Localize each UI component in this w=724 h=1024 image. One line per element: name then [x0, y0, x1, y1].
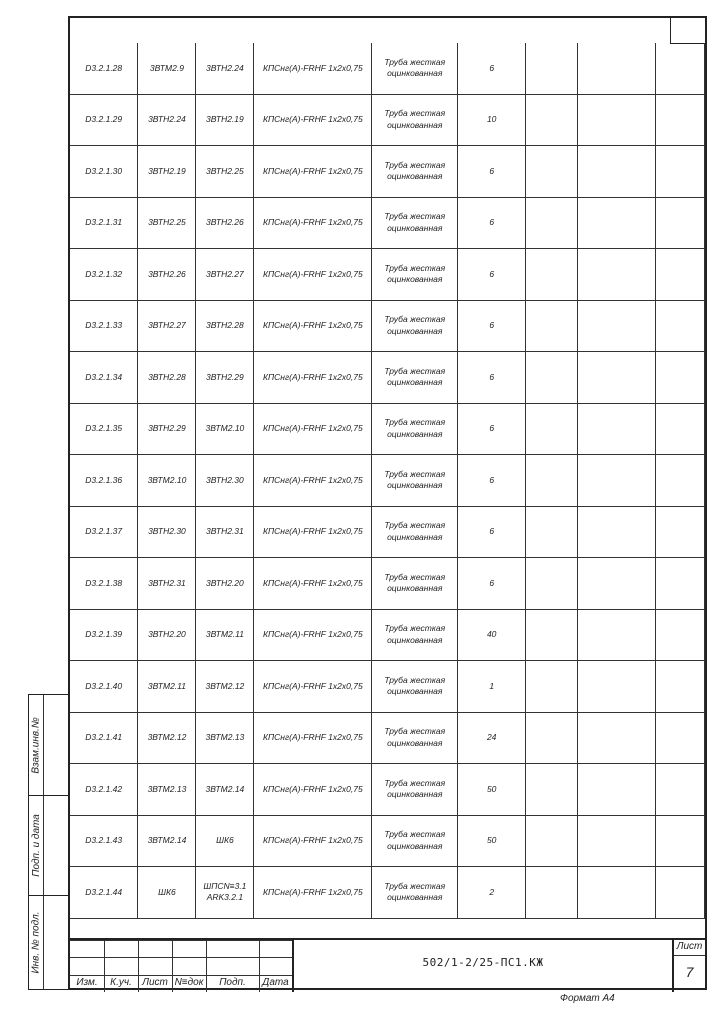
cell-cable: КПСнг(А)-FRHF 1х2х0,75: [254, 352, 372, 404]
cell-from: 3ВТМ2.12: [138, 712, 196, 764]
cell-to: 3ВТМ2.11: [196, 609, 254, 661]
cell-empty: [526, 712, 578, 764]
table-row: [70, 403, 705, 455]
cell-empty: [526, 764, 578, 816]
stamp-label-replace-inv: Взам.инв.№: [30, 716, 42, 774]
cell-cable: КПСнг(А)-FRHF 1х2х0,75: [254, 558, 372, 610]
table-row: [70, 94, 705, 146]
cell-cable: КПСнг(А)-FRHF 1х2х0,75: [254, 506, 372, 558]
cell-empty: [655, 815, 704, 867]
cell-empty: [655, 300, 704, 352]
cell-empty: [578, 403, 656, 455]
stamp-label-sign-date: Подп. и дата: [30, 813, 42, 877]
cell-empty: [526, 43, 578, 94]
cell-from: 3ВТН2.29: [138, 403, 196, 455]
cell-from: 3ВТМ2.9: [138, 43, 196, 94]
cell-from: ШК6: [138, 867, 196, 919]
cell-empty: [578, 867, 656, 919]
cell-position: D3.2.1.37: [70, 506, 138, 558]
cell-empty: [578, 352, 656, 404]
cell-conduit: Труба жесткая оцинкованная: [372, 815, 458, 867]
cell-empty: [655, 764, 704, 816]
cell-cable: КПСнг(А)-FRHF 1х2х0,75: [254, 712, 372, 764]
cell-conduit: Труба жесткая оцинкованная: [372, 506, 458, 558]
cell-length: 6: [458, 403, 526, 455]
cell-cable: КПСнг(А)-FRHF 1х2х0,75: [254, 815, 372, 867]
cell-from: 3ВТН2.27: [138, 300, 196, 352]
cell-empty: [526, 197, 578, 249]
cell-to: ШПСN≡3.1 ARK3.2.1: [196, 867, 254, 919]
cell-position: D3.2.1.32: [70, 249, 138, 301]
cell-length: 10: [458, 94, 526, 146]
cell-empty: [526, 661, 578, 713]
revision-grid: [70, 940, 292, 992]
cell-empty: [578, 249, 656, 301]
cell-empty: [526, 506, 578, 558]
corner-box: [670, 18, 705, 44]
cell-position: D3.2.1.43: [70, 815, 138, 867]
cell-empty: [655, 661, 704, 713]
cell-from: 3ВТН2.25: [138, 197, 196, 249]
cell-length: 6: [458, 249, 526, 301]
cell-position: D3.2.1.31: [70, 197, 138, 249]
cell-from: 3ВТН2.26: [138, 249, 196, 301]
cable-spec-table: [70, 43, 705, 919]
cell-empty: [578, 712, 656, 764]
cell-position: D3.2.1.38: [70, 558, 138, 610]
cell-cable: КПСнг(А)-FRHF 1х2х0,75: [254, 661, 372, 713]
cell-position: D3.2.1.41: [70, 712, 138, 764]
table-row: [70, 764, 705, 816]
sheet-divider: [674, 955, 705, 956]
label-signature: Подп.: [219, 977, 246, 988]
cell-to: 3ВТН2.25: [196, 146, 254, 198]
stamp-cell-sign-date: [29, 795, 43, 895]
cell-to: ШК6: [196, 815, 254, 867]
cell-from: 3ВТМ2.10: [138, 455, 196, 507]
cell-to: 3ВТН2.27: [196, 249, 254, 301]
cell-empty: [526, 867, 578, 919]
table-row: [70, 455, 705, 507]
cell-conduit: Труба жесткая оцинкованная: [372, 94, 458, 146]
cell-from: 3ВТН2.19: [138, 146, 196, 198]
cell-position: D3.2.1.35: [70, 403, 138, 455]
cell-from: 3ВТН2.20: [138, 609, 196, 661]
cell-empty: [655, 403, 704, 455]
cell-empty: [578, 506, 656, 558]
cell-length: 6: [458, 300, 526, 352]
cell-from: 3ВТМ2.11: [138, 661, 196, 713]
sheet-label: Лист: [676, 941, 703, 952]
cell-empty: [655, 94, 704, 146]
cell-empty: [578, 94, 656, 146]
cell-position: D3.2.1.40: [70, 661, 138, 713]
cell-empty: [655, 506, 704, 558]
cell-empty: [655, 558, 704, 610]
cell-length: 1: [458, 661, 526, 713]
cell-cable: КПСнг(А)-FRHF 1х2х0,75: [254, 249, 372, 301]
cell-empty: [578, 300, 656, 352]
cell-cable: КПСнг(А)-FRHF 1х2х0,75: [254, 300, 372, 352]
title-block: [70, 938, 705, 992]
cell-from: 3ВТН2.31: [138, 558, 196, 610]
cell-length: 6: [458, 197, 526, 249]
table-row: [70, 43, 705, 94]
cell-conduit: Труба жесткая оцинкованная: [372, 558, 458, 610]
table-row: [70, 249, 705, 301]
cell-empty: [526, 455, 578, 507]
cell-position: D3.2.1.28: [70, 43, 138, 94]
cell-length: 6: [458, 43, 526, 94]
label-change: Изм.: [76, 977, 98, 988]
cell-empty: [655, 609, 704, 661]
cell-empty: [526, 352, 578, 404]
cell-from: 3ВТМ2.13: [138, 764, 196, 816]
cell-empty: [655, 712, 704, 764]
cell-length: 50: [458, 815, 526, 867]
document-code: 502/1-2/25-ПС1.КЖ: [422, 956, 544, 969]
format-label: Формат А4: [560, 993, 615, 1004]
cell-conduit: Труба жесткая оцинкованная: [372, 43, 458, 94]
cell-to: 3ВТМ2.10: [196, 403, 254, 455]
label-count: К.уч.: [110, 977, 132, 988]
cell-to: 3ВТН2.30: [196, 455, 254, 507]
cell-conduit: Труба жесткая оцинкованная: [372, 249, 458, 301]
cell-empty: [655, 455, 704, 507]
cell-empty: [578, 197, 656, 249]
cell-empty: [526, 300, 578, 352]
cell-cable: КПСнг(А)-FRHF 1х2х0,75: [254, 94, 372, 146]
cell-empty: [655, 867, 704, 919]
cell-empty: [526, 558, 578, 610]
cell-to: 3ВТН2.24: [196, 43, 254, 94]
table-row: [70, 661, 705, 713]
cell-empty: [526, 609, 578, 661]
cell-position: D3.2.1.44: [70, 867, 138, 919]
cell-position: D3.2.1.39: [70, 609, 138, 661]
cell-cable: КПСнг(А)-FRHF 1х2х0,75: [254, 403, 372, 455]
cell-empty: [655, 197, 704, 249]
cell-conduit: Труба жесткая оцинкованная: [372, 661, 458, 713]
cell-to: 3ВТН2.28: [196, 300, 254, 352]
cell-position: D3.2.1.34: [70, 352, 138, 404]
table-body: [70, 43, 705, 918]
cell-empty: [578, 455, 656, 507]
cell-cable: КПСнг(А)-FRHF 1х2х0,75: [254, 867, 372, 919]
cell-empty: [655, 146, 704, 198]
cell-conduit: Труба жесткая оцинкованная: [372, 712, 458, 764]
cell-empty: [526, 146, 578, 198]
cell-position: D3.2.1.36: [70, 455, 138, 507]
cell-empty: [526, 249, 578, 301]
cell-to: 3ВТН2.19: [196, 94, 254, 146]
cell-empty: [655, 43, 704, 94]
cell-conduit: Труба жесткая оцинкованная: [372, 352, 458, 404]
cell-empty: [578, 43, 656, 94]
cell-conduit: Труба жесткая оцинкованная: [372, 146, 458, 198]
label-sheet: Лист: [142, 977, 168, 988]
cell-position: D3.2.1.30: [70, 146, 138, 198]
sheet-number: 7: [685, 964, 694, 980]
cell-to: 3ВТМ2.12: [196, 661, 254, 713]
cell-cable: КПСнг(А)-FRHF 1х2х0,75: [254, 197, 372, 249]
cell-cable: КПСнг(А)-FRHF 1х2х0,75: [254, 146, 372, 198]
cell-empty: [578, 558, 656, 610]
cell-empty: [655, 249, 704, 301]
table-row: [70, 712, 705, 764]
cell-conduit: Труба жесткая оцинкованная: [372, 300, 458, 352]
cell-conduit: Труба жесткая оцинкованная: [372, 455, 458, 507]
cell-length: 50: [458, 764, 526, 816]
cell-cable: КПСнг(А)-FRHF 1х2х0,75: [254, 609, 372, 661]
cell-empty: [578, 146, 656, 198]
table-row: [70, 506, 705, 558]
cell-empty: [526, 815, 578, 867]
cell-from: 3ВТМ2.14: [138, 815, 196, 867]
drawing-sheet: [68, 16, 707, 990]
cell-empty: [578, 815, 656, 867]
table-row: [70, 197, 705, 249]
table-row: [70, 609, 705, 661]
cell-from: 3ВТН2.24: [138, 94, 196, 146]
table-row: [70, 558, 705, 610]
stamp-label-orig-inv: Инв. № подл.: [30, 910, 42, 974]
cell-to: 3ВТМ2.14: [196, 764, 254, 816]
stamp-cell-orig-inv: [29, 895, 43, 989]
cell-to: 3ВТН2.26: [196, 197, 254, 249]
table-row: [70, 300, 705, 352]
cell-length: 6: [458, 455, 526, 507]
cell-empty: [526, 94, 578, 146]
cell-conduit: Труба жесткая оцинкованная: [372, 764, 458, 816]
cell-cable: КПСнг(А)-FRHF 1х2х0,75: [254, 764, 372, 816]
cell-empty: [526, 403, 578, 455]
cell-length: 2: [458, 867, 526, 919]
cell-length: 6: [458, 558, 526, 610]
cell-conduit: Труба жесткая оцинкованная: [372, 609, 458, 661]
table-bottom-rule: [70, 918, 705, 919]
cell-position: D3.2.1.33: [70, 300, 138, 352]
label-doc-no: N≡док: [174, 977, 204, 988]
cell-cable: КПСнг(А)-FRHF 1х2х0,75: [254, 455, 372, 507]
cell-cable: КПСнг(А)-FRHF 1х2х0,75: [254, 43, 372, 94]
cell-conduit: Труба жесткая оцинкованная: [372, 197, 458, 249]
cell-to: 3ВТН2.29: [196, 352, 254, 404]
cell-length: 40: [458, 609, 526, 661]
stamp-cell-replace-inv: [29, 695, 43, 795]
cell-conduit: Труба жесткая оцинкованная: [372, 403, 458, 455]
table-row: [70, 352, 705, 404]
cell-length: 6: [458, 352, 526, 404]
label-date: Дата: [262, 977, 289, 988]
side-stamp: [28, 694, 68, 990]
table-row: [70, 815, 705, 867]
cell-empty: [578, 661, 656, 713]
cell-conduit: Труба жесткая оцинкованная: [372, 867, 458, 919]
cell-empty: [655, 352, 704, 404]
cell-to: 3ВТМ2.13: [196, 712, 254, 764]
cell-position: D3.2.1.42: [70, 764, 138, 816]
table-row: [70, 146, 705, 198]
cell-position: D3.2.1.29: [70, 94, 138, 146]
table-row: [70, 867, 705, 919]
cell-length: 6: [458, 146, 526, 198]
cell-empty: [578, 609, 656, 661]
stamp-column-divider: [43, 695, 44, 989]
cell-length: 6: [458, 506, 526, 558]
cell-empty: [578, 764, 656, 816]
cell-length: 24: [458, 712, 526, 764]
cell-from: 3ВТН2.30: [138, 506, 196, 558]
cell-from: 3ВТН2.28: [138, 352, 196, 404]
cell-to: 3ВТН2.31: [196, 506, 254, 558]
cell-to: 3ВТН2.20: [196, 558, 254, 610]
